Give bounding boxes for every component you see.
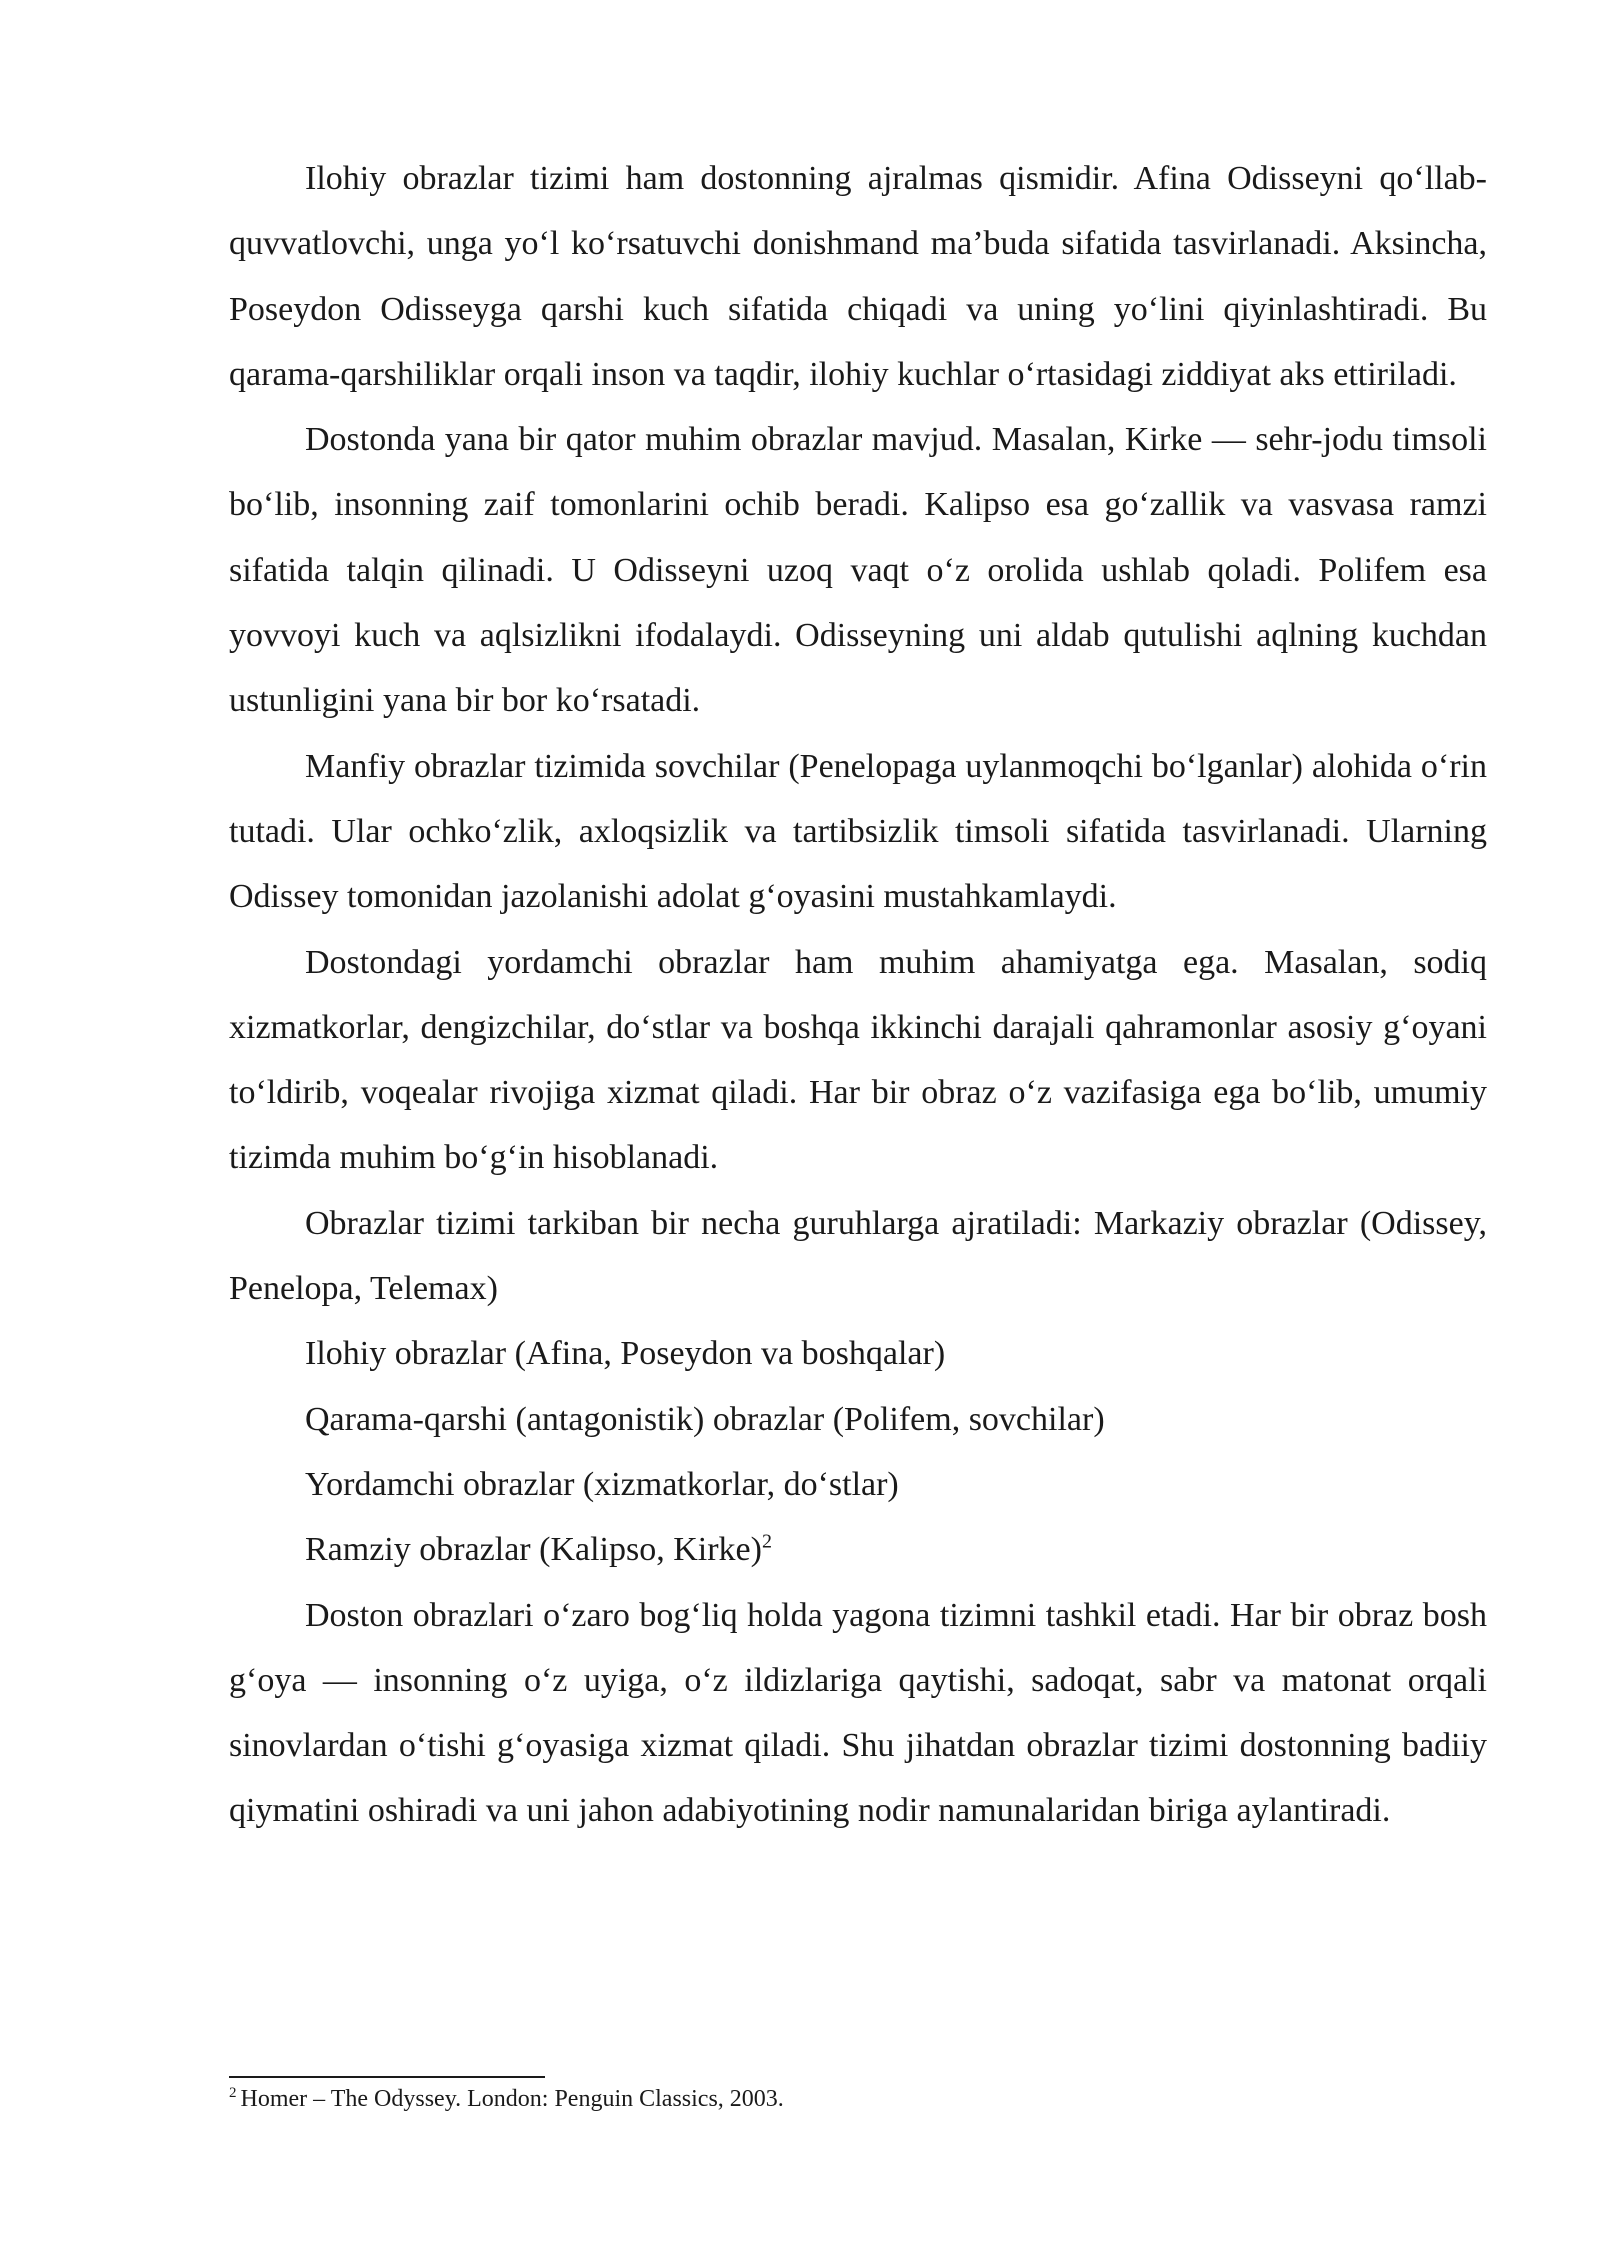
footnote	[229, 2082, 1487, 2116]
body-text	[229, 146, 1487, 1844]
footnote-reference[interactable]: 2	[761, 1530, 772, 1553]
group-item-symbolic-text: Ramziy obrazlar (Kalipso, Kirke)	[305, 1531, 762, 1569]
group-item-antagonistic: Qarama-qarshi (antagonistik) obrazlar (Polifem, sovchilar)	[305, 1400, 1105, 1438]
paragraph-negative-images: Manfiy obrazlar tizimida sovchilar (Penelopaga uylanmoqchi bo‘lganlar) alohida o‘rin tutadi. Ular ochko‘zlik, axloqsizlik va tartibsizlik timsoli sifatida tasvirlanadi. Ularning Odissey tomonidan jazolanishi adolat g‘oyasini mustahkamlaydi.	[229, 747, 1487, 916]
group-item-symbolic	[229, 1517, 1487, 1582]
paragraph-other-images: Dostonda yana bir qator muhim obrazlar mavjud. Masalan, Kirke — sehr-jodu timsoli bo‘lib, insonning zaif tomonlarini ochib beradi. Kalipso esa go‘zallik va vasvasa ramzi sifatida talqin qilinadi. U Odisseyni uzoq vaqt o‘z orolida ushlab qoladi. Polifem esa yovvoyi kuch va aqlsizlikni ifodalaydi. Odisseyning uni aldab qutulishi aqlning kuchdan ustunligini yana bir bor ko‘rsatadi.	[229, 421, 1487, 720]
paragraph-auxiliary-images: Dostondagi yordamchi obrazlar ham muhim ahamiyatga ega. Masalan, sodiq xizmatkorlar, dengizchilar, do‘stlar va boshqa ikkinchi darajali qahramonlar asosiy g‘oyani to‘ldirib, voqealar rivojiga xizmat qiladi. Har bir obraz o‘z vazifasiga ega bo‘lib, umumiy tizimda muhim bo‘g‘in hisoblanadi.	[229, 943, 1487, 1177]
footnote-number: 2	[229, 2085, 237, 2101]
paragraph-conclusion: Doston obrazlari o‘zaro bog‘liq holda yagona tizimni tashkil etadi. Har bir obraz bosh g‘oya — insonning o‘z uyiga, o‘z ildizlariga qaytishi, sadoqat, sabr va matonat orqali sinovlardan o‘tishi g‘oyasiga xizmat qiladi. Shu jihatdan obrazlar tizimi dostonning badiiy qiymatini oshiradi va uni jahon adabiyotining nodir namunalaridan biriga aylantiradi.	[229, 1596, 1487, 1830]
group-item-auxiliary: Yordamchi obrazlar (xizmatkorlar, do‘stlar)	[305, 1465, 899, 1503]
group-item-divine: Ilohiy obrazlar (Afina, Poseydon va boshqalar)	[305, 1335, 946, 1373]
paragraph-image-groups-intro: Obrazlar tizimi tarkiban bir necha guruhlarga ajratiladi: Markaziy obrazlar (Odissey, Penelopa, Telemax)	[229, 1204, 1487, 1308]
footnote-text: Homer – The Odyssey. London: Penguin Classics, 2003.	[240, 2086, 784, 2112]
paragraph-divine-images: Ilohiy obrazlar tizimi ham dostonning ajralmas qismidir. Afina Odisseyni qo‘llab-quvvatlovchi, unga yo‘l ko‘rsatuvchi donishmand ma’buda sifatida tasvirlanadi. Aksincha, Poseydon Odisseyga qarshi kuch sifatida chiqadi va uning yo‘lini qiyinlashtiradi. Bu qarama-qarshiliklar orqali inson va taqdir, ilohiy kuchlar o‘rtasidagi ziddiyat aks ettiriladi.	[229, 160, 1487, 393]
footnote-separator	[229, 2076, 545, 2078]
